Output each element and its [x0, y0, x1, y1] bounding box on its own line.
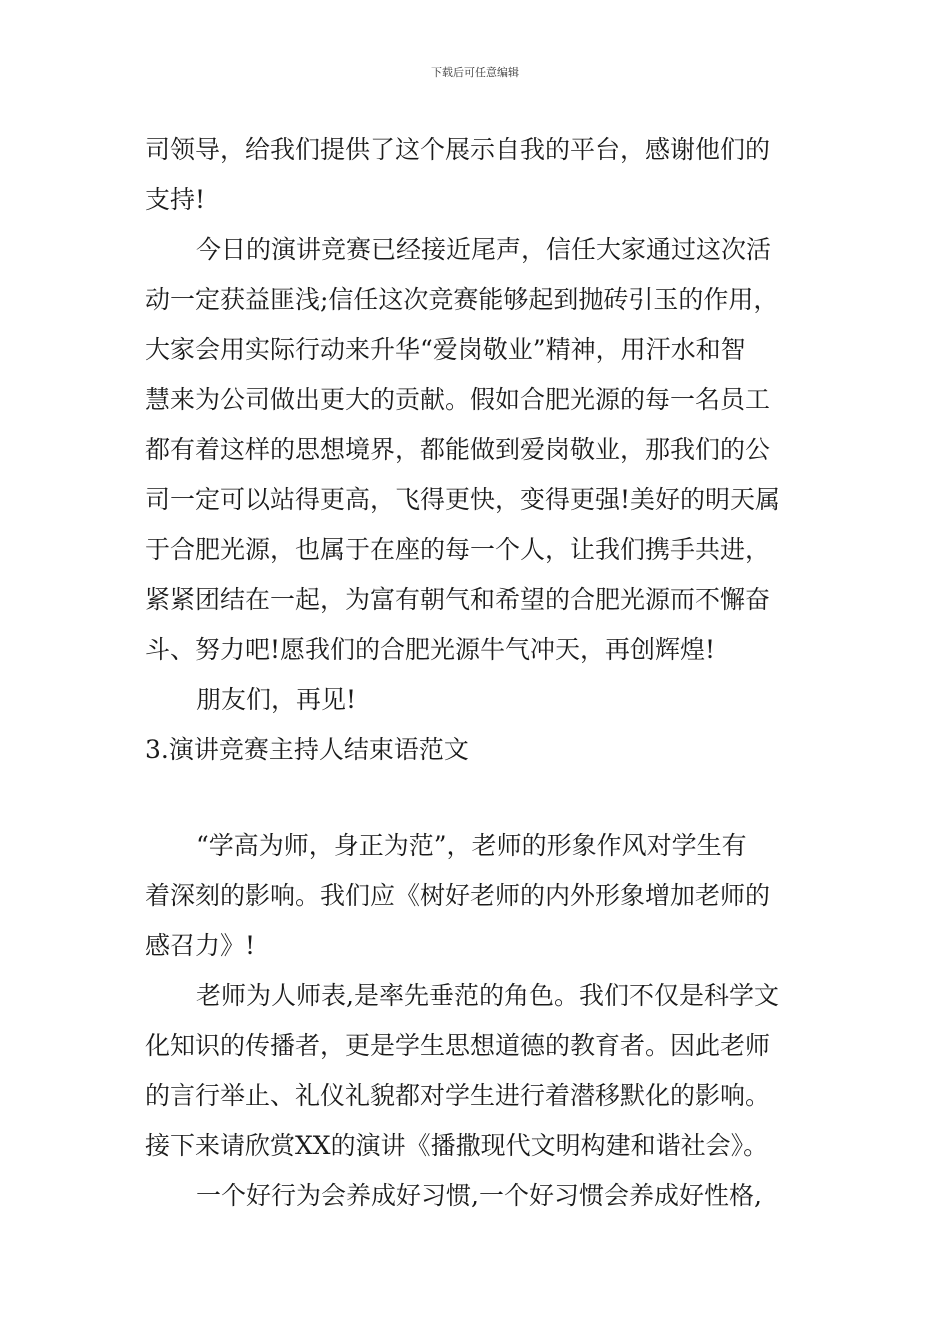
text-line: 动一定获益匪浅;信任这次竞赛能够起到抛砖引玉的作用，: [145, 285, 779, 314]
text-line: 化知识的传播者，更是学生思想道德的教育者。因此老师: [145, 1031, 771, 1060]
text-line: 司一定可以站得更高，飞得更快，变得更强!美好的明天属: [145, 485, 781, 514]
text-line: 司领导，给我们提供了这个展示自我的平台，感谢他们的: [145, 135, 771, 164]
text-line: 支持!: [145, 185, 206, 214]
text-line: 的言行举止、礼仪礼貌都对学生进行着潜移默化的影响。: [145, 1081, 771, 1110]
text-line: 于合肥光源，也属于在座的每一个人，让我们携手共进，: [145, 535, 771, 564]
section-heading: 3.演讲竞赛主持人结束语范文: [145, 735, 469, 764]
text-line: 接下来请欣赏XX的演讲《播撒现代文明构建和谐社会》。: [145, 1131, 769, 1160]
text-line: 紧紧团结在一起，为富有朝气和希望的合肥光源而不懈奋: [145, 585, 771, 614]
text-line: “学高为师，身正为范”，老师的形象作风对学生有: [196, 831, 747, 860]
text-line: 今日的演讲竞赛已经接近尾声，信任大家通过这次活: [196, 235, 772, 264]
text-line: 一个好行为会养成好习惯,一个好习惯会养成好性格,: [196, 1181, 762, 1210]
text-line: 大家会用实际行动来升华“爱岗敬业”精神，用汗水和智: [145, 335, 746, 364]
text-line: 都有着这样的思想境界，都能做到爱岗敬业，那我们的公: [145, 435, 771, 464]
page-header-note: 下载后可任意编辑: [431, 66, 519, 79]
text-line: 老师为人师表,是率先垂范的角色。我们不仅是科学文: [196, 981, 779, 1010]
text-line: 斗、努力吧!愿我们的合肥光源牛气冲天，再创辉煌!: [145, 635, 716, 664]
text-line: 着深刻的影响。我们应《树好老师的内外形象增加老师的: [145, 881, 771, 910]
text-line: 朋友们，再见!: [196, 685, 357, 714]
text-line: 感召力》!: [145, 931, 256, 960]
text-line: 慧来为公司做出更大的贡献。假如合肥光源的每一名员工: [145, 385, 771, 414]
